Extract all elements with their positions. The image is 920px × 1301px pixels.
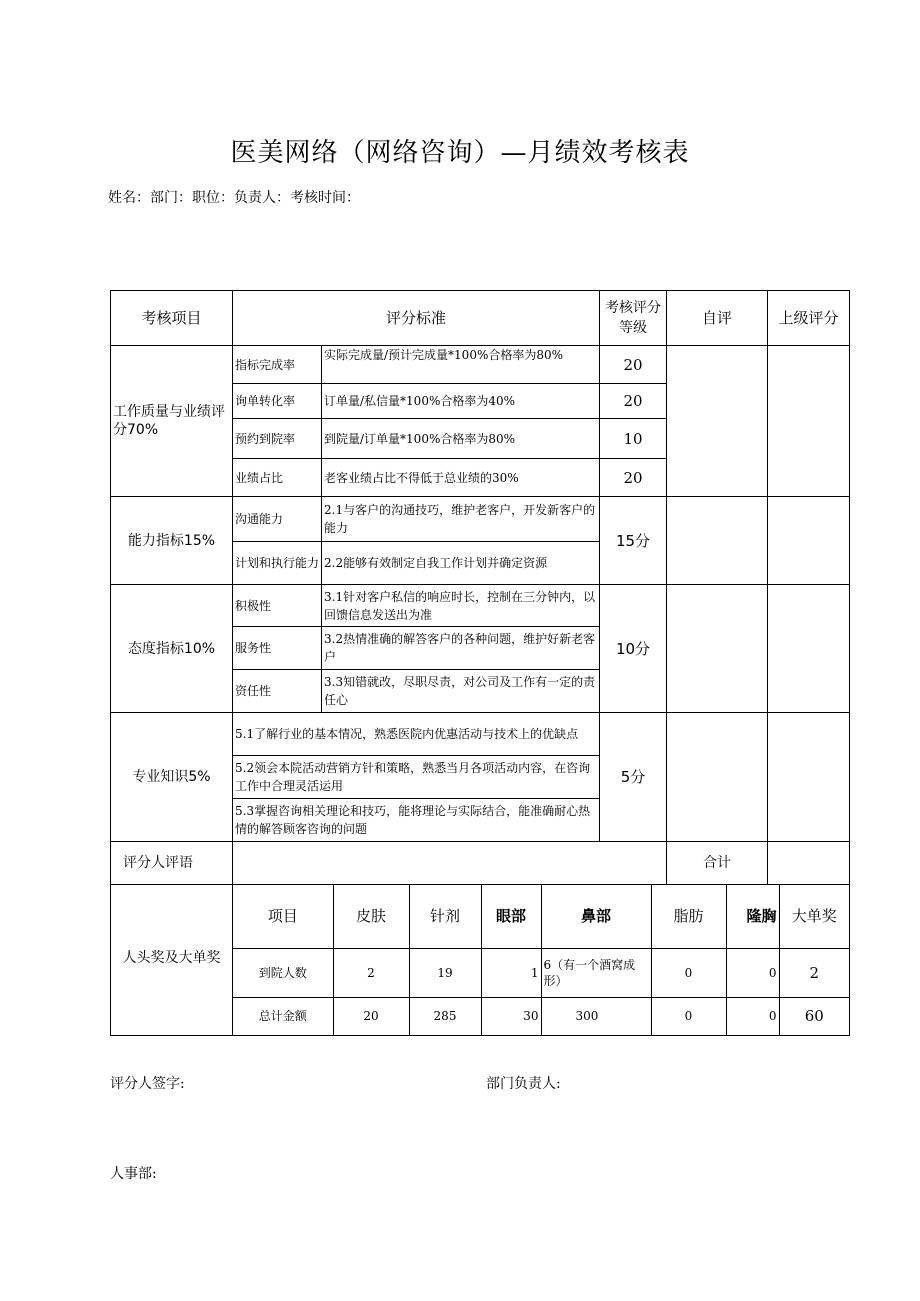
total-value-cell[interactable] <box>768 842 850 885</box>
table-row <box>111 346 850 384</box>
criterion-standard: 3.1针对客户私信的响应时长，控制在三分钟内，以回馈信息发送出为准 <box>322 585 600 627</box>
bonus-cell: 285 <box>409 997 481 1035</box>
bonus-data-row <box>233 997 849 1035</box>
table-row <box>111 713 850 756</box>
header-superior: 上级评分 <box>768 291 850 346</box>
rater-signature-label: 评分人签字: <box>110 1076 185 1092</box>
bonus-header-row <box>233 885 849 948</box>
bonus-header: 眼部 <box>481 885 541 948</box>
bonus-cell: 60 <box>779 997 849 1035</box>
section2-label: 能力指标15% <box>111 497 233 585</box>
criterion-standard: 5.2领会本院活动营销方针和策略，熟悉当月各项活动内容，在咨询工作中合理灵活运用 <box>233 756 600 799</box>
criterion-name: 预约到院率 <box>233 419 322 459</box>
section1-label: 工作质量与业绩评分70% <box>111 346 233 497</box>
employee-info-line: 姓名：部门：职位：负责人：考核时间： <box>108 190 360 206</box>
total-label: 合计 <box>667 842 768 885</box>
bonus-cell: 0 <box>726 997 779 1035</box>
bonus-cell: 1 <box>481 948 541 997</box>
header-self: 自评 <box>667 291 768 346</box>
bonus-cell: 2 <box>333 948 409 997</box>
criterion-name: 指标完成率 <box>233 346 322 384</box>
criterion-name: 积极性 <box>233 585 322 627</box>
section3-label: 态度指标10% <box>111 585 233 713</box>
criterion-standard: 5.3掌握咨询相关理论和技巧，能将理论与实际结合，能准确耐心热情的解答顾客咨询的问题 <box>233 799 600 842</box>
criterion-score: 10 <box>600 419 667 459</box>
bonus-header: 大单奖 <box>779 885 849 948</box>
criterion-name: 资任性 <box>233 670 322 713</box>
bonus-data-row <box>233 948 849 997</box>
bonus-header: 皮肤 <box>333 885 409 948</box>
section2-score: 15分 <box>600 497 667 585</box>
bonus-cell: 20 <box>333 997 409 1035</box>
superior-score-cell[interactable] <box>768 497 850 585</box>
bonus-table-cell <box>233 885 850 1036</box>
criterion-name: 业绩占比 <box>233 459 322 497</box>
bonus-cell: 30 <box>481 997 541 1035</box>
header-item: 考核项目 <box>111 291 233 346</box>
header-grade: 考核评分等级 <box>600 291 667 346</box>
bonus-row <box>111 885 850 1036</box>
superior-score-cell[interactable] <box>768 713 850 842</box>
appraisal-table <box>110 290 850 1036</box>
superior-score-cell[interactable] <box>768 346 850 497</box>
self-score-cell[interactable] <box>667 585 768 713</box>
bonus-header: 隆胸 <box>726 885 779 948</box>
bonus-cell: 总计金额 <box>233 997 333 1035</box>
bonus-cell: 2 <box>779 948 849 997</box>
self-score-cell[interactable] <box>667 497 768 585</box>
header-standard: 评分标准 <box>233 291 600 346</box>
bonus-cell: 0 <box>651 997 726 1035</box>
superior-score-cell[interactable] <box>768 585 850 713</box>
criterion-standard: 2.1与客户的沟通技巧，维护老客户，开发新客户的能力 <box>322 497 600 542</box>
criterion-standard: 订单量/私信量*100%合格率为40% <box>322 384 600 419</box>
criterion-name: 沟通能力 <box>233 497 322 542</box>
bonus-cell: 到院人数 <box>233 948 333 997</box>
criterion-score: 20 <box>600 459 667 497</box>
bonus-cell: 19 <box>409 948 481 997</box>
bonus-table <box>233 885 849 1035</box>
table-row <box>111 497 850 542</box>
criterion-standard: 2.2能够有效制定自我工作计划并确定资源 <box>322 542 600 585</box>
bonus-cell: 300 <box>541 997 651 1035</box>
comment-row <box>111 842 850 885</box>
criterion-score: 20 <box>600 346 667 384</box>
criterion-standard: 3.3知错就改，尽职尽责，对公司及工作有一定的责任心 <box>322 670 600 713</box>
comment-label: 评分人评语 <box>111 842 233 885</box>
table-header-row <box>111 291 850 346</box>
bonus-cell: 0 <box>651 948 726 997</box>
section3-score: 10分 <box>600 585 667 713</box>
criterion-score: 20 <box>600 384 667 419</box>
comment-input[interactable] <box>233 842 667 885</box>
bonus-label: 人头奖及大单奖 <box>111 885 233 1036</box>
bonus-cell: 0 <box>726 948 779 997</box>
page-title: 医美网络（网络咨询）—月绩效考核表 <box>230 138 690 168</box>
self-score-cell[interactable] <box>667 713 768 842</box>
self-score-cell[interactable] <box>667 346 768 497</box>
section4-score: 5分 <box>600 713 667 842</box>
criterion-name: 服务性 <box>233 627 322 670</box>
section4-label: 专业知识5% <box>111 713 233 842</box>
criterion-standard: 老客业绩占比不得低于总业绩的30% <box>322 459 600 497</box>
table-row <box>111 585 850 627</box>
bonus-cell: 6（有一个酒窝成形） <box>541 948 651 997</box>
criterion-standard: 到院量/订单量*100%合格率为80% <box>322 419 600 459</box>
dept-head-label: 部门负责人: <box>486 1076 561 1092</box>
hr-label: 人事部: <box>110 1166 157 1182</box>
criterion-standard: 3.2热情准确的解答客户的各种问题，维护好新老客户 <box>322 627 600 670</box>
criterion-name: 询单转化率 <box>233 384 322 419</box>
criterion-standard: 5.1了解行业的基本情况，熟悉医院内优惠活动与技术上的优缺点 <box>233 713 600 756</box>
bonus-header: 针剂 <box>409 885 481 948</box>
criterion-name: 计划和执行能力 <box>233 542 322 585</box>
criterion-standard: 实际完成量/预计完成量*100%合格率为80% <box>322 346 600 384</box>
bonus-header: 项目 <box>233 885 333 948</box>
bonus-header: 脂肪 <box>651 885 726 948</box>
bonus-header: 鼻部 <box>541 885 651 948</box>
